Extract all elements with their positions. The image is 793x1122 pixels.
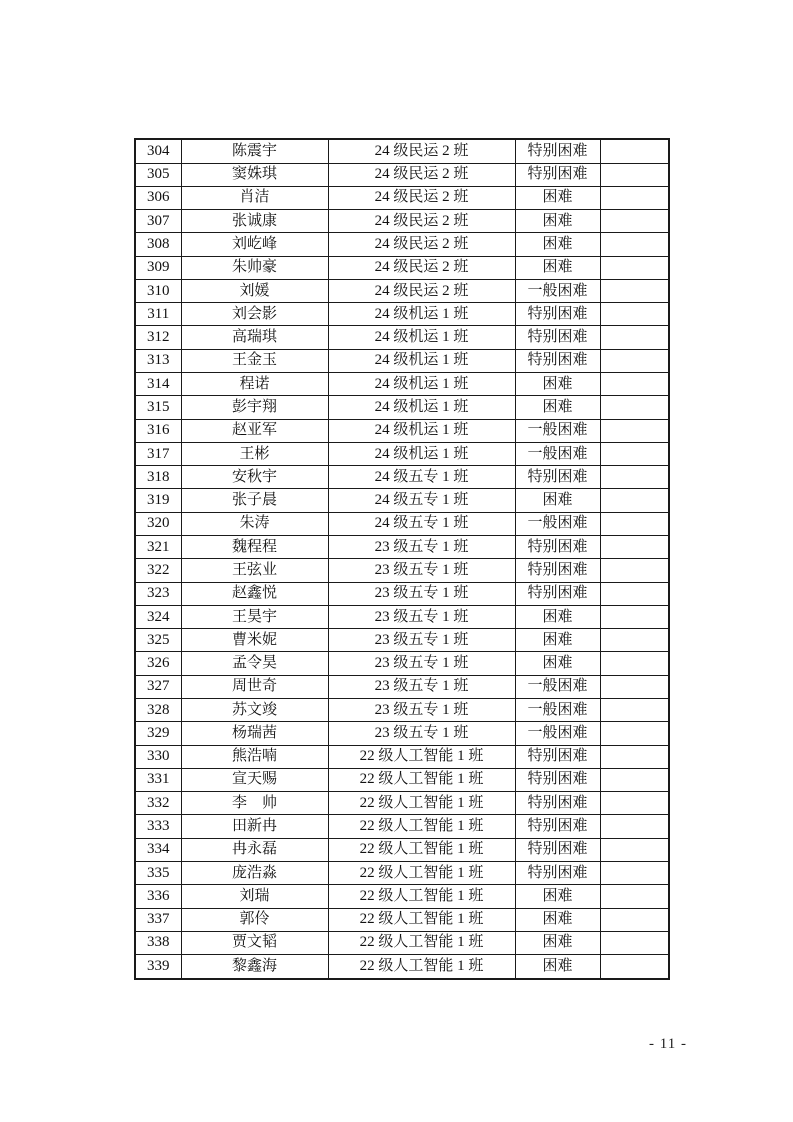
cell-note bbox=[600, 885, 669, 908]
cell-level: 困难 bbox=[515, 210, 600, 233]
cell-level: 困难 bbox=[515, 186, 600, 209]
cell-class: 24 级民运 2 班 bbox=[328, 186, 515, 209]
cell-note bbox=[600, 955, 669, 979]
table-row bbox=[135, 326, 669, 349]
cell-level: 困难 bbox=[515, 605, 600, 628]
cell-note bbox=[600, 163, 669, 186]
table-row bbox=[135, 838, 669, 861]
cell-note bbox=[600, 419, 669, 442]
cell-no: 320 bbox=[135, 512, 181, 535]
cell-name: 黎鑫海 bbox=[181, 955, 328, 979]
cell-level: 一般困难 bbox=[515, 419, 600, 442]
cell-no: 335 bbox=[135, 861, 181, 884]
cell-note bbox=[600, 559, 669, 582]
cell-class: 24 级民运 2 班 bbox=[328, 210, 515, 233]
cell-no: 319 bbox=[135, 489, 181, 512]
cell-class: 23 级五专 1 班 bbox=[328, 675, 515, 698]
cell-no: 337 bbox=[135, 908, 181, 931]
cell-note bbox=[600, 303, 669, 326]
cell-name: 赵亚军 bbox=[181, 419, 328, 442]
table-row bbox=[135, 466, 669, 489]
cell-note bbox=[600, 605, 669, 628]
cell-no: 339 bbox=[135, 955, 181, 979]
table-row bbox=[135, 139, 669, 163]
cell-class: 22 级人工智能 1 班 bbox=[328, 838, 515, 861]
cell-note bbox=[600, 722, 669, 745]
cell-class: 24 级民运 2 班 bbox=[328, 163, 515, 186]
cell-name: 王昊宇 bbox=[181, 605, 328, 628]
cell-name: 刘会影 bbox=[181, 303, 328, 326]
cell-no: 316 bbox=[135, 419, 181, 442]
cell-level: 特别困难 bbox=[515, 815, 600, 838]
cell-note bbox=[600, 675, 669, 698]
cell-class: 22 级人工智能 1 班 bbox=[328, 815, 515, 838]
cell-no: 336 bbox=[135, 885, 181, 908]
cell-name: 张诚康 bbox=[181, 210, 328, 233]
cell-class: 24 级机运 1 班 bbox=[328, 326, 515, 349]
cell-name: 张子晨 bbox=[181, 489, 328, 512]
cell-class: 22 级人工智能 1 班 bbox=[328, 955, 515, 979]
cell-no: 332 bbox=[135, 792, 181, 815]
table-row bbox=[135, 373, 669, 396]
cell-class: 24 级机运 1 班 bbox=[328, 419, 515, 442]
cell-name: 朱帅豪 bbox=[181, 256, 328, 279]
cell-level: 困难 bbox=[515, 233, 600, 256]
cell-name: 郭伶 bbox=[181, 908, 328, 931]
cell-no: 308 bbox=[135, 233, 181, 256]
table-row bbox=[135, 536, 669, 559]
cell-no: 322 bbox=[135, 559, 181, 582]
cell-note bbox=[600, 512, 669, 535]
table-row bbox=[135, 396, 669, 419]
cell-note bbox=[600, 652, 669, 675]
cell-class: 23 级五专 1 班 bbox=[328, 722, 515, 745]
cell-level: 特别困难 bbox=[515, 466, 600, 489]
cell-name: 安秋宇 bbox=[181, 466, 328, 489]
cell-level: 困难 bbox=[515, 256, 600, 279]
table-row bbox=[135, 279, 669, 302]
cell-class: 22 级人工智能 1 班 bbox=[328, 861, 515, 884]
cell-no: 304 bbox=[135, 139, 181, 163]
cell-no: 328 bbox=[135, 698, 181, 721]
cell-class: 24 级机运 1 班 bbox=[328, 349, 515, 372]
cell-class: 23 级五专 1 班 bbox=[328, 582, 515, 605]
cell-no: 327 bbox=[135, 675, 181, 698]
cell-class: 23 级五专 1 班 bbox=[328, 536, 515, 559]
table-row bbox=[135, 163, 669, 186]
table-row bbox=[135, 722, 669, 745]
cell-no: 321 bbox=[135, 536, 181, 559]
cell-level: 困难 bbox=[515, 489, 600, 512]
cell-name: 赵鑫悦 bbox=[181, 582, 328, 605]
table-row bbox=[135, 233, 669, 256]
cell-level: 特别困难 bbox=[515, 792, 600, 815]
cell-no: 323 bbox=[135, 582, 181, 605]
cell-class: 24 级机运 1 班 bbox=[328, 442, 515, 465]
table-row bbox=[135, 186, 669, 209]
cell-class: 22 级人工智能 1 班 bbox=[328, 885, 515, 908]
cell-name: 刘媛 bbox=[181, 279, 328, 302]
cell-note bbox=[600, 698, 669, 721]
cell-no: 306 bbox=[135, 186, 181, 209]
cell-class: 22 级人工智能 1 班 bbox=[328, 931, 515, 954]
table-row bbox=[135, 745, 669, 768]
cell-level: 一般困难 bbox=[515, 442, 600, 465]
cell-note bbox=[600, 373, 669, 396]
cell-level: 特别困难 bbox=[515, 861, 600, 884]
table-row bbox=[135, 885, 669, 908]
cell-class: 23 级五专 1 班 bbox=[328, 605, 515, 628]
cell-no: 315 bbox=[135, 396, 181, 419]
table-row bbox=[135, 652, 669, 675]
cell-class: 22 级人工智能 1 班 bbox=[328, 908, 515, 931]
cell-note bbox=[600, 931, 669, 954]
table-row bbox=[135, 955, 669, 979]
cell-name: 王弦业 bbox=[181, 559, 328, 582]
cell-class: 22 级人工智能 1 班 bbox=[328, 768, 515, 791]
cell-no: 317 bbox=[135, 442, 181, 465]
cell-level: 一般困难 bbox=[515, 675, 600, 698]
table-row bbox=[135, 675, 669, 698]
cell-class: 24 级五专 1 班 bbox=[328, 489, 515, 512]
cell-level: 困难 bbox=[515, 652, 600, 675]
table-row bbox=[135, 419, 669, 442]
cell-name: 冉永磊 bbox=[181, 838, 328, 861]
cell-name: 周世奇 bbox=[181, 675, 328, 698]
cell-no: 312 bbox=[135, 326, 181, 349]
table-row bbox=[135, 908, 669, 931]
table-row bbox=[135, 931, 669, 954]
cell-name: 彭宇翔 bbox=[181, 396, 328, 419]
cell-level: 一般困难 bbox=[515, 722, 600, 745]
cell-class: 24 级民运 2 班 bbox=[328, 139, 515, 163]
cell-note bbox=[600, 861, 669, 884]
cell-level: 特别困难 bbox=[515, 768, 600, 791]
cell-class: 24 级民运 2 班 bbox=[328, 279, 515, 302]
cell-class: 24 级五专 1 班 bbox=[328, 466, 515, 489]
cell-class: 24 级五专 1 班 bbox=[328, 512, 515, 535]
cell-note bbox=[600, 326, 669, 349]
table-row bbox=[135, 629, 669, 652]
cell-note bbox=[600, 908, 669, 931]
cell-note bbox=[600, 139, 669, 163]
table-row bbox=[135, 349, 669, 372]
cell-no: 305 bbox=[135, 163, 181, 186]
cell-note bbox=[600, 233, 669, 256]
table-row bbox=[135, 768, 669, 791]
cell-class: 24 级机运 1 班 bbox=[328, 303, 515, 326]
table-row bbox=[135, 605, 669, 628]
cell-note bbox=[600, 838, 669, 861]
cell-no: 310 bbox=[135, 279, 181, 302]
student-table bbox=[134, 138, 670, 980]
cell-name: 苏文竣 bbox=[181, 698, 328, 721]
cell-level: 困难 bbox=[515, 955, 600, 979]
cell-name: 陈震宇 bbox=[181, 139, 328, 163]
cell-level: 特别困难 bbox=[515, 745, 600, 768]
cell-no: 326 bbox=[135, 652, 181, 675]
cell-class: 23 级五专 1 班 bbox=[328, 559, 515, 582]
cell-class: 24 级机运 1 班 bbox=[328, 373, 515, 396]
cell-note bbox=[600, 349, 669, 372]
cell-level: 一般困难 bbox=[515, 512, 600, 535]
cell-note bbox=[600, 442, 669, 465]
cell-no: 309 bbox=[135, 256, 181, 279]
student-table-body bbox=[135, 139, 669, 979]
cell-name: 刘瑞 bbox=[181, 885, 328, 908]
cell-name: 窦姝琪 bbox=[181, 163, 328, 186]
cell-level: 特别困难 bbox=[515, 303, 600, 326]
cell-level: 特别困难 bbox=[515, 139, 600, 163]
cell-level: 特别困难 bbox=[515, 163, 600, 186]
cell-class: 22 级人工智能 1 班 bbox=[328, 792, 515, 815]
cell-class: 24 级民运 2 班 bbox=[328, 233, 515, 256]
cell-name: 贾文韬 bbox=[181, 931, 328, 954]
cell-note bbox=[600, 256, 669, 279]
cell-level: 一般困难 bbox=[515, 698, 600, 721]
table-row bbox=[135, 303, 669, 326]
cell-class: 24 级机运 1 班 bbox=[328, 396, 515, 419]
table-row bbox=[135, 815, 669, 838]
cell-no: 313 bbox=[135, 349, 181, 372]
cell-note bbox=[600, 466, 669, 489]
cell-name: 孟令昊 bbox=[181, 652, 328, 675]
cell-level: 特别困难 bbox=[515, 349, 600, 372]
cell-name: 王彬 bbox=[181, 442, 328, 465]
cell-no: 307 bbox=[135, 210, 181, 233]
cell-name: 宣天赐 bbox=[181, 768, 328, 791]
cell-no: 311 bbox=[135, 303, 181, 326]
cell-name: 李 帅 bbox=[181, 792, 328, 815]
cell-note bbox=[600, 536, 669, 559]
cell-note bbox=[600, 210, 669, 233]
cell-name: 杨瑞茜 bbox=[181, 722, 328, 745]
cell-name: 刘屹峰 bbox=[181, 233, 328, 256]
table-row bbox=[135, 512, 669, 535]
cell-class: 24 级民运 2 班 bbox=[328, 256, 515, 279]
cell-level: 特别困难 bbox=[515, 326, 600, 349]
cell-class: 23 级五专 1 班 bbox=[328, 698, 515, 721]
cell-no: 330 bbox=[135, 745, 181, 768]
cell-level: 特别困难 bbox=[515, 559, 600, 582]
cell-name: 田新冉 bbox=[181, 815, 328, 838]
cell-name: 王金玉 bbox=[181, 349, 328, 372]
cell-level: 困难 bbox=[515, 629, 600, 652]
table-row bbox=[135, 582, 669, 605]
cell-note bbox=[600, 815, 669, 838]
cell-no: 318 bbox=[135, 466, 181, 489]
cell-level: 困难 bbox=[515, 885, 600, 908]
cell-no: 325 bbox=[135, 629, 181, 652]
table-row bbox=[135, 861, 669, 884]
cell-level: 困难 bbox=[515, 931, 600, 954]
cell-no: 338 bbox=[135, 931, 181, 954]
cell-name: 曹米妮 bbox=[181, 629, 328, 652]
cell-no: 331 bbox=[135, 768, 181, 791]
cell-name: 程诺 bbox=[181, 373, 328, 396]
cell-level: 困难 bbox=[515, 908, 600, 931]
table-row bbox=[135, 442, 669, 465]
cell-no: 329 bbox=[135, 722, 181, 745]
cell-note bbox=[600, 489, 669, 512]
cell-class: 23 级五专 1 班 bbox=[328, 629, 515, 652]
table-row bbox=[135, 256, 669, 279]
cell-name: 庞浩淼 bbox=[181, 861, 328, 884]
table-row bbox=[135, 210, 669, 233]
cell-name: 魏程程 bbox=[181, 536, 328, 559]
cell-name: 肖洁 bbox=[181, 186, 328, 209]
cell-name: 朱涛 bbox=[181, 512, 328, 535]
cell-no: 334 bbox=[135, 838, 181, 861]
cell-note bbox=[600, 768, 669, 791]
table-row bbox=[135, 698, 669, 721]
table-row bbox=[135, 559, 669, 582]
cell-note bbox=[600, 279, 669, 302]
cell-name: 熊浩喃 bbox=[181, 745, 328, 768]
cell-name: 高瑞琪 bbox=[181, 326, 328, 349]
cell-no: 324 bbox=[135, 605, 181, 628]
cell-no: 314 bbox=[135, 373, 181, 396]
cell-level: 困难 bbox=[515, 373, 600, 396]
table-row bbox=[135, 792, 669, 815]
cell-level: 特别困难 bbox=[515, 838, 600, 861]
table-row bbox=[135, 489, 669, 512]
page-number: - 11 - bbox=[649, 1036, 687, 1052]
cell-note bbox=[600, 582, 669, 605]
cell-level: 特别困难 bbox=[515, 536, 600, 559]
cell-level: 一般困难 bbox=[515, 279, 600, 302]
cell-class: 22 级人工智能 1 班 bbox=[328, 745, 515, 768]
cell-level: 特别困难 bbox=[515, 582, 600, 605]
cell-level: 困难 bbox=[515, 396, 600, 419]
cell-note bbox=[600, 186, 669, 209]
cell-class: 23 级五专 1 班 bbox=[328, 652, 515, 675]
cell-note bbox=[600, 792, 669, 815]
cell-note bbox=[600, 745, 669, 768]
cell-note bbox=[600, 629, 669, 652]
cell-note bbox=[600, 396, 669, 419]
cell-no: 333 bbox=[135, 815, 181, 838]
